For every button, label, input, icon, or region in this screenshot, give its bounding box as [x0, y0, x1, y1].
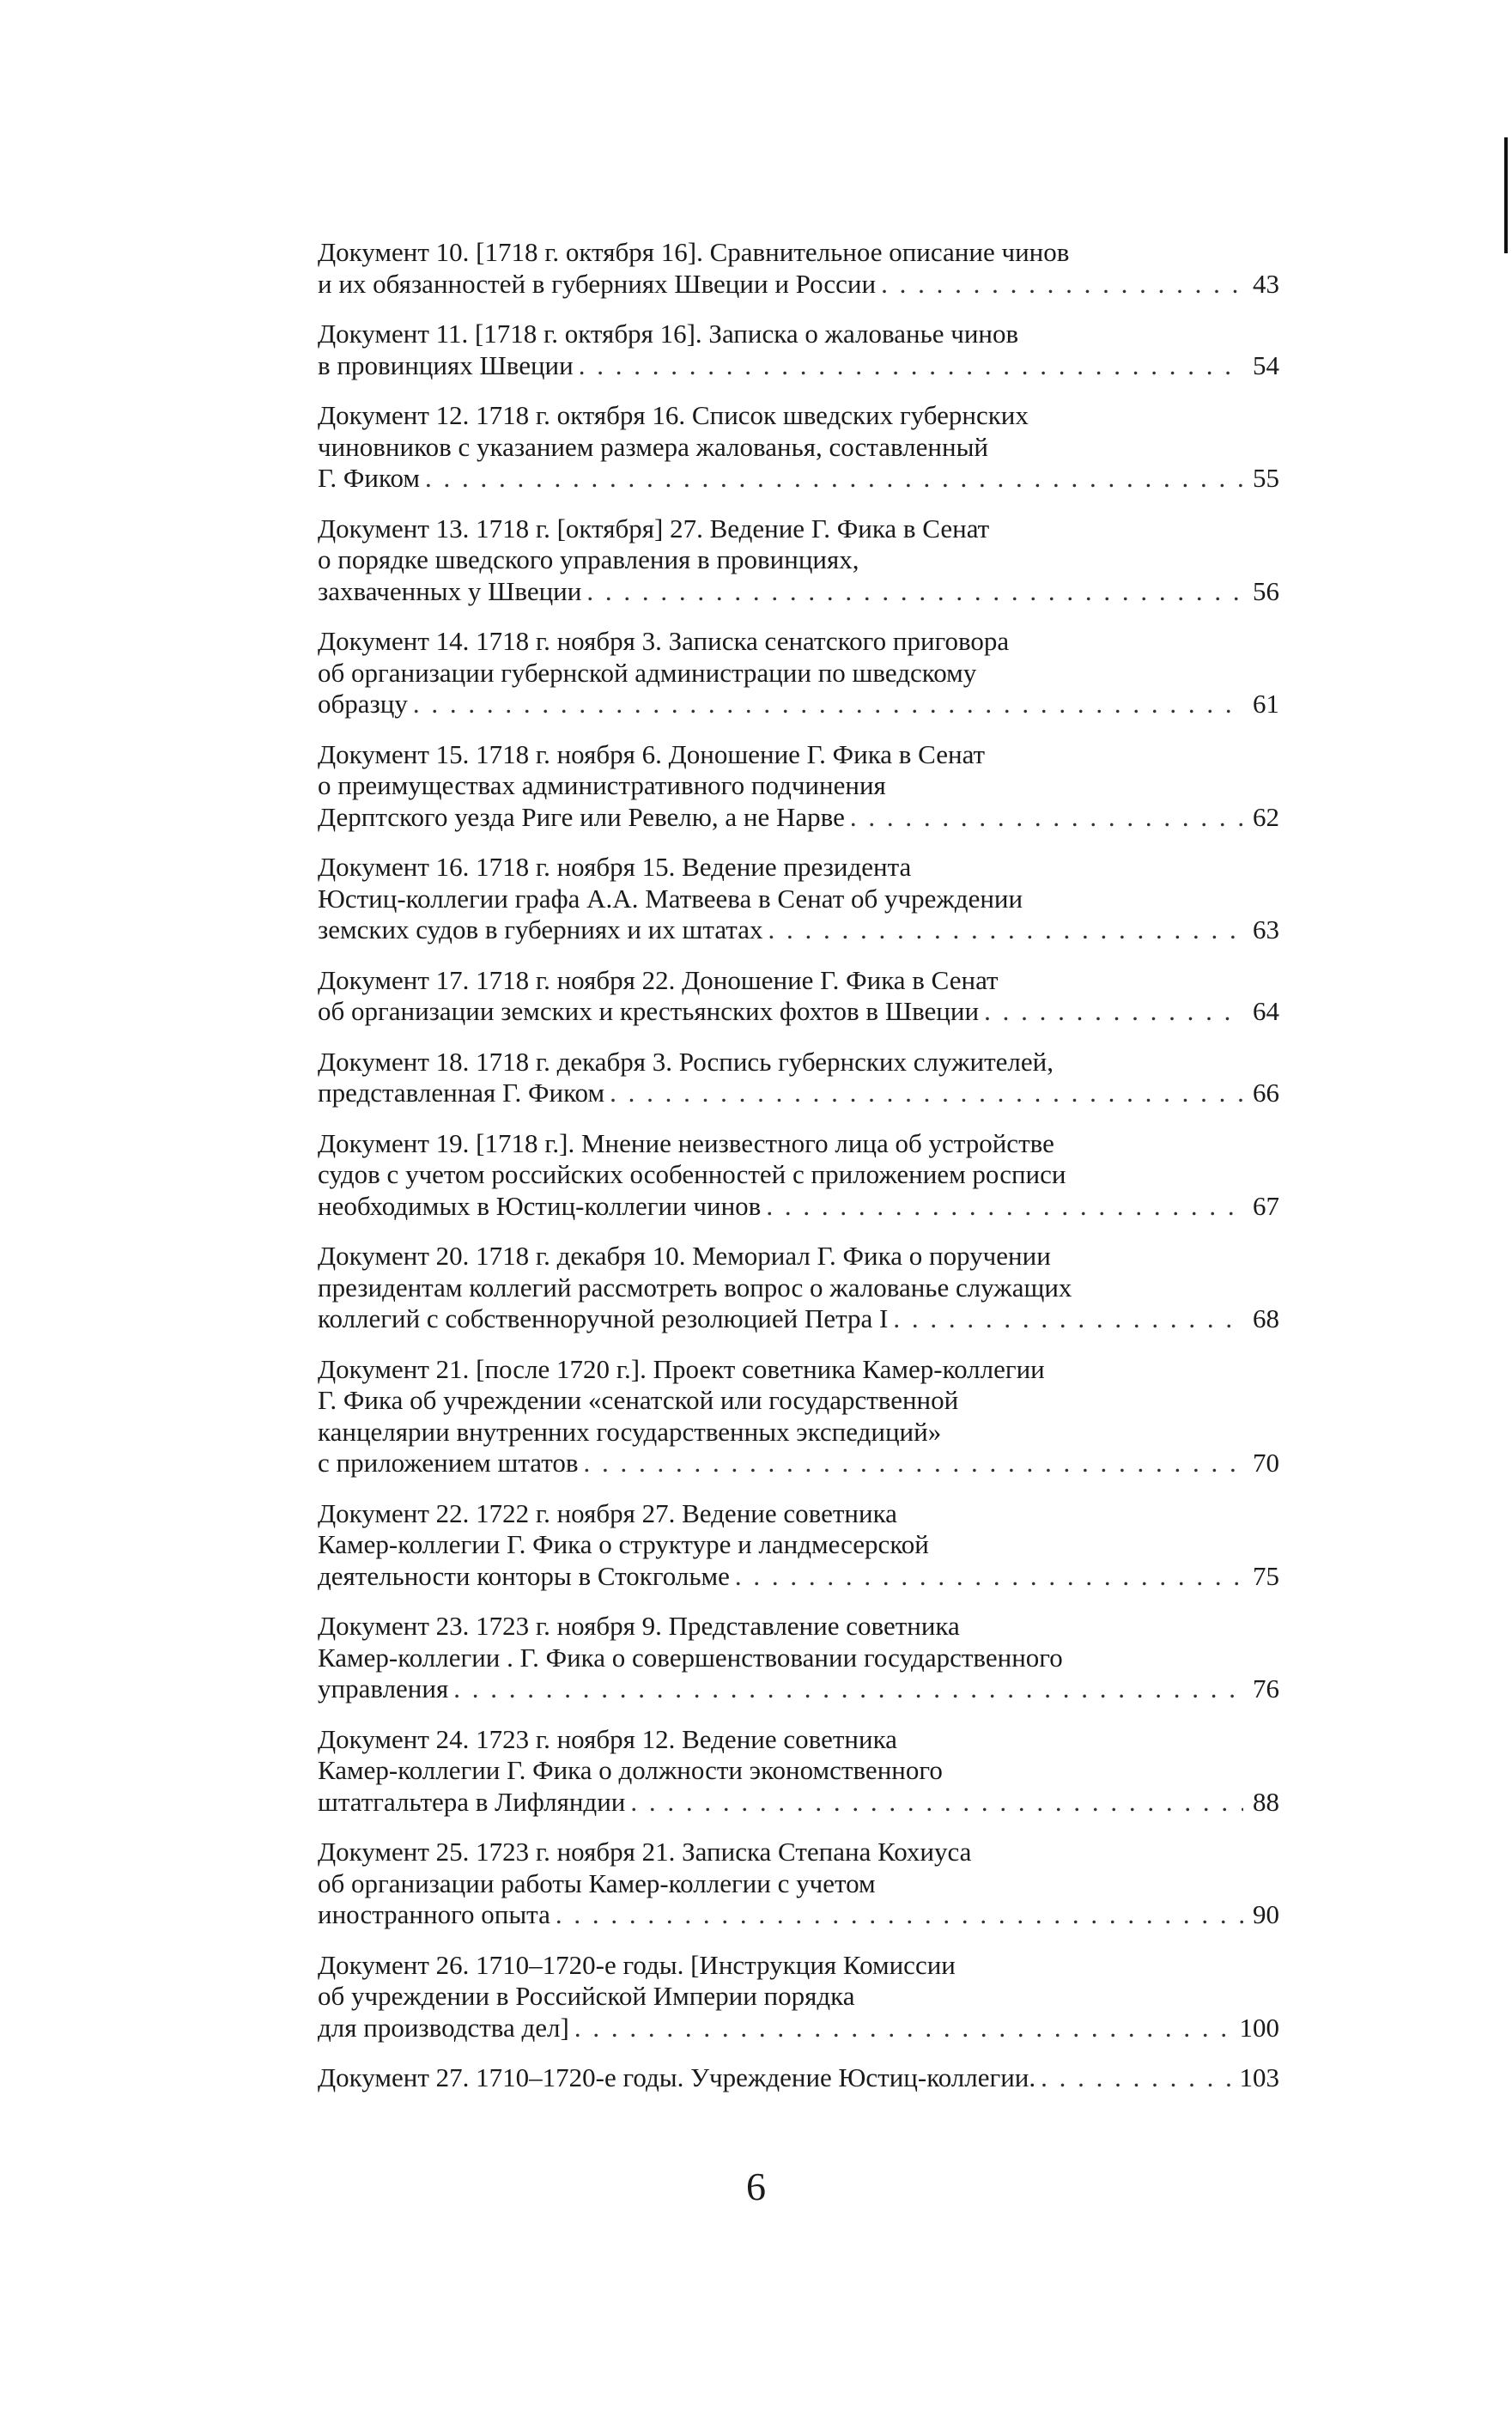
toc-entry-page-number: 62 — [1253, 801, 1279, 832]
dot-leader — [768, 914, 1243, 946]
toc-entry — [318, 1128, 1279, 1223]
toc-entry-last-line — [318, 350, 1279, 382]
toc-entry-title-end: об организации земских и крестьянских фохтов в Швеции — [318, 996, 980, 1026]
dot-leader — [453, 1673, 1243, 1705]
toc-entry — [318, 1498, 1279, 1593]
toc-entry-page-number: 64 — [1253, 996, 1279, 1026]
toc-entry-line: Документ 13. 1718 г. [октября] 27. Ведение Г. Фика в Сенат — [318, 513, 990, 544]
dot-leader — [574, 2013, 1235, 2044]
dot-leader — [610, 1078, 1243, 1109]
toc-entry-title-end: в провинциях Швеции — [318, 349, 574, 380]
toc-entry — [318, 2062, 1279, 2094]
toc-entry-line: Документ 23. 1723 г. ноября 9. Представление советника — [318, 1611, 960, 1641]
toc-entry-last-line — [318, 1787, 1279, 1819]
toc-entry-page-number: 90 — [1253, 1899, 1279, 1929]
toc-entry-page-number: 75 — [1253, 1560, 1279, 1591]
toc-entry-last-line — [318, 576, 1279, 608]
toc-entry-last-line — [318, 1191, 1279, 1223]
toc-entry-line: Документ 14. 1718 г. ноября 3. Записка сенатского приговора — [318, 626, 1010, 656]
toc-entry-title-end: с приложением штатов — [318, 1448, 579, 1478]
toc-entry-line: Документ 16. 1718 г. ноября 15. Ведение президента — [318, 852, 912, 882]
toc-entry-line: Документ 21. [после 1720 г.]. Проект советника Камер-коллегии — [318, 1353, 1045, 1384]
toc-entry-last-line — [318, 996, 1279, 1028]
toc-entry-line: президентам коллегий рассмотреть вопрос о жалованье служащих — [318, 1272, 1072, 1303]
dot-leader — [579, 350, 1243, 382]
toc-entry — [318, 1724, 1279, 1819]
toc-entry-line: Документ 11. [1718 г. октября 16]. Записка о жалованье чинов — [318, 319, 1019, 349]
dot-leader — [984, 996, 1243, 1028]
dot-leader — [893, 1303, 1243, 1335]
dot-leader — [425, 463, 1243, 495]
toc-entry-title-end: необходимых в Юстиц-коллегии чинов — [318, 1190, 762, 1221]
toc-entry-page-number: 88 — [1253, 1786, 1279, 1817]
toc-entry-title-end: и их обязанностей в губерниях Швеции и России — [318, 268, 877, 299]
page-edge-mark — [1504, 137, 1508, 253]
toc-entry-line: судов с учетом российских особенностей с приложением росписи — [318, 1159, 1066, 1189]
toc-entry-line: чиновников с указанием размера жалованья, составленный — [318, 431, 989, 462]
toc-entry — [318, 237, 1279, 300]
toc-entry-line: Документ 12. 1718 г. октября 16. Список шведских губернских — [318, 400, 1029, 430]
toc-entry-last-line — [318, 1078, 1279, 1109]
toc-entry-last-line — [318, 1448, 1279, 1479]
toc-entry-last-line — [318, 1561, 1279, 1593]
toc-entry — [318, 965, 1279, 1028]
toc-entry-title-end: для производства дел] — [318, 2012, 569, 2043]
toc-entry-line: Камер-коллегии . Г. Фика о совершенствовании государственного — [318, 1642, 1063, 1673]
toc-entry-page-number: 76 — [1253, 1673, 1279, 1703]
dot-leader — [766, 1191, 1243, 1223]
toc-entry-line: Документ 17. 1718 г. ноября 22. Доношение Г. Фика в Сенат — [318, 964, 999, 995]
toc-entry-title-end: Дерптского уезда Риге или Ревелю, а не Нарве — [318, 801, 845, 832]
toc-entry-page-number: 43 — [1253, 268, 1279, 299]
toc-entry-title-end: деятельности конторы в Стокгольме — [318, 1560, 730, 1591]
toc-entry-last-line — [318, 463, 1279, 495]
toc-entry-last-line — [318, 2062, 1279, 2094]
toc-entry-last-line — [318, 802, 1279, 834]
toc-entry-line: Документ 15. 1718 г. ноября 6. Доношение Г. Фика в Сенат — [318, 738, 986, 769]
toc-entry-title-end: коллегий с собственноручной резолюцией Петра I — [318, 1303, 889, 1333]
toc-entry-line: Документ 22. 1722 г. ноября 27. Ведение советника — [318, 1497, 897, 1528]
toc-entry-page-number: 70 — [1253, 1448, 1279, 1478]
toc-entry — [318, 1241, 1279, 1335]
toc-entry-line: канцелярии внутренних государственных экспедиций» — [318, 1416, 942, 1447]
toc-entry-page-number: 100 — [1239, 2012, 1279, 2043]
dot-leader — [850, 802, 1243, 834]
toc-entry-line: Г. Фика об учреждении «сенатской или государственной — [318, 1385, 959, 1415]
dot-leader — [630, 1787, 1243, 1819]
toc-entry — [318, 319, 1279, 381]
toc-entry-title-end: образцу — [318, 689, 408, 719]
toc-entry — [318, 1837, 1279, 1931]
table-of-contents — [318, 237, 1279, 2113]
toc-entry-line: о преимуществах административного подчинения — [318, 770, 886, 800]
toc-entry-line: Камер-коллегии Г. Фика о структуре и ландмесерской — [318, 1529, 929, 1559]
page-number: 6 — [746, 2165, 766, 2208]
toc-entry-page-number: 68 — [1253, 1303, 1279, 1333]
toc-entry — [318, 1354, 1279, 1479]
toc-entry-page-number: 103 — [1239, 2062, 1279, 2092]
toc-entry-line: об организации губернской администрации по шведскому — [318, 657, 977, 688]
toc-entry — [318, 400, 1279, 495]
toc-entry-page-number: 55 — [1253, 463, 1279, 493]
toc-entry-line: Документ 10. [1718 г. октября 16]. Сравнительное описание чинов — [318, 237, 1070, 267]
toc-entry-title-end: Г. Фиком — [318, 463, 421, 493]
toc-entry-page-number: 54 — [1253, 349, 1279, 380]
toc-entry-line: Документ 25. 1723 г. ноября 21. Записка Степана Кохиуса — [318, 1837, 972, 1867]
toc-entry-title-end: штатгальтера в Лифляндии — [318, 1786, 626, 1817]
toc-entry-line: Документ 18. 1718 г. декабря 3. Роспись губернских служителей, — [318, 1046, 1054, 1077]
toc-entry-last-line — [318, 2013, 1279, 2044]
toc-entry-last-line — [318, 269, 1279, 301]
toc-entry-page-number: 61 — [1253, 689, 1279, 719]
toc-entry-title-end: захваченных у Швеции — [318, 575, 582, 606]
toc-entry-title-end: представленная Г. Фиком — [318, 1078, 605, 1108]
toc-entry — [318, 739, 1279, 834]
toc-entry-title-end: управления — [318, 1673, 449, 1703]
dot-leader — [735, 1561, 1243, 1593]
dot-leader — [586, 576, 1243, 608]
toc-entry-last-line — [318, 1673, 1279, 1705]
dot-leader — [1041, 2062, 1234, 2094]
dot-leader — [413, 689, 1243, 720]
toc-entry — [318, 1950, 1279, 2044]
toc-entry — [318, 626, 1279, 720]
toc-entry-line: Документ 19. [1718 г.]. Мнение неизвестного лица об устройстве — [318, 1127, 1054, 1158]
toc-entry — [318, 1047, 1279, 1109]
toc-entry-page-number: 56 — [1253, 575, 1279, 606]
toc-entry — [318, 1611, 1279, 1705]
toc-entry-line: Юстиц-коллегии графа А.А. Матвеева в Сенат об учреждении — [318, 883, 1023, 914]
toc-entry-line: об организации работы Камер-коллегии с учетом — [318, 1867, 876, 1898]
toc-entry-last-line — [318, 1899, 1279, 1931]
toc-entry-line: Документ 26. 1710–1720-е годы. [Инструкция Комиссии — [318, 1949, 956, 1980]
toc-entry-last-line — [318, 1303, 1279, 1335]
dot-leader — [556, 1899, 1243, 1931]
toc-entry-last-line — [318, 689, 1279, 720]
dot-leader — [881, 269, 1243, 301]
toc-entry-title-end: иностранного опыта — [318, 1899, 550, 1929]
toc-entry-page-number: 67 — [1253, 1190, 1279, 1221]
toc-entry-line: о порядке шведского управления в провинциях, — [318, 544, 859, 574]
toc-entry-page-number: 63 — [1253, 914, 1279, 944]
toc-entry-line: Документ 24. 1723 г. ноября 12. Ведение советника — [318, 1723, 897, 1754]
toc-entry — [318, 513, 1279, 608]
toc-entry-page-number: 66 — [1253, 1078, 1279, 1108]
toc-entry-line: Камер-коллегии Г. Фика о должности экономственного — [318, 1755, 943, 1785]
toc-entry-last-line — [318, 914, 1279, 946]
toc-entry-line: об учреждении в Российской Империи порядка — [318, 1981, 855, 2011]
toc-entry-line: Документ 20. 1718 г. декабря 10. Мемориал Г. Фика о поручении — [318, 1241, 1051, 1271]
dot-leader — [584, 1448, 1244, 1479]
toc-entry — [318, 852, 1279, 946]
toc-entry-title-end: Документ 27. 1710–1720-е годы. Учреждение Юстиц-коллегии. — [318, 2062, 1036, 2092]
toc-entry-title-end: земских судов в губерниях и их штатах — [318, 914, 763, 944]
